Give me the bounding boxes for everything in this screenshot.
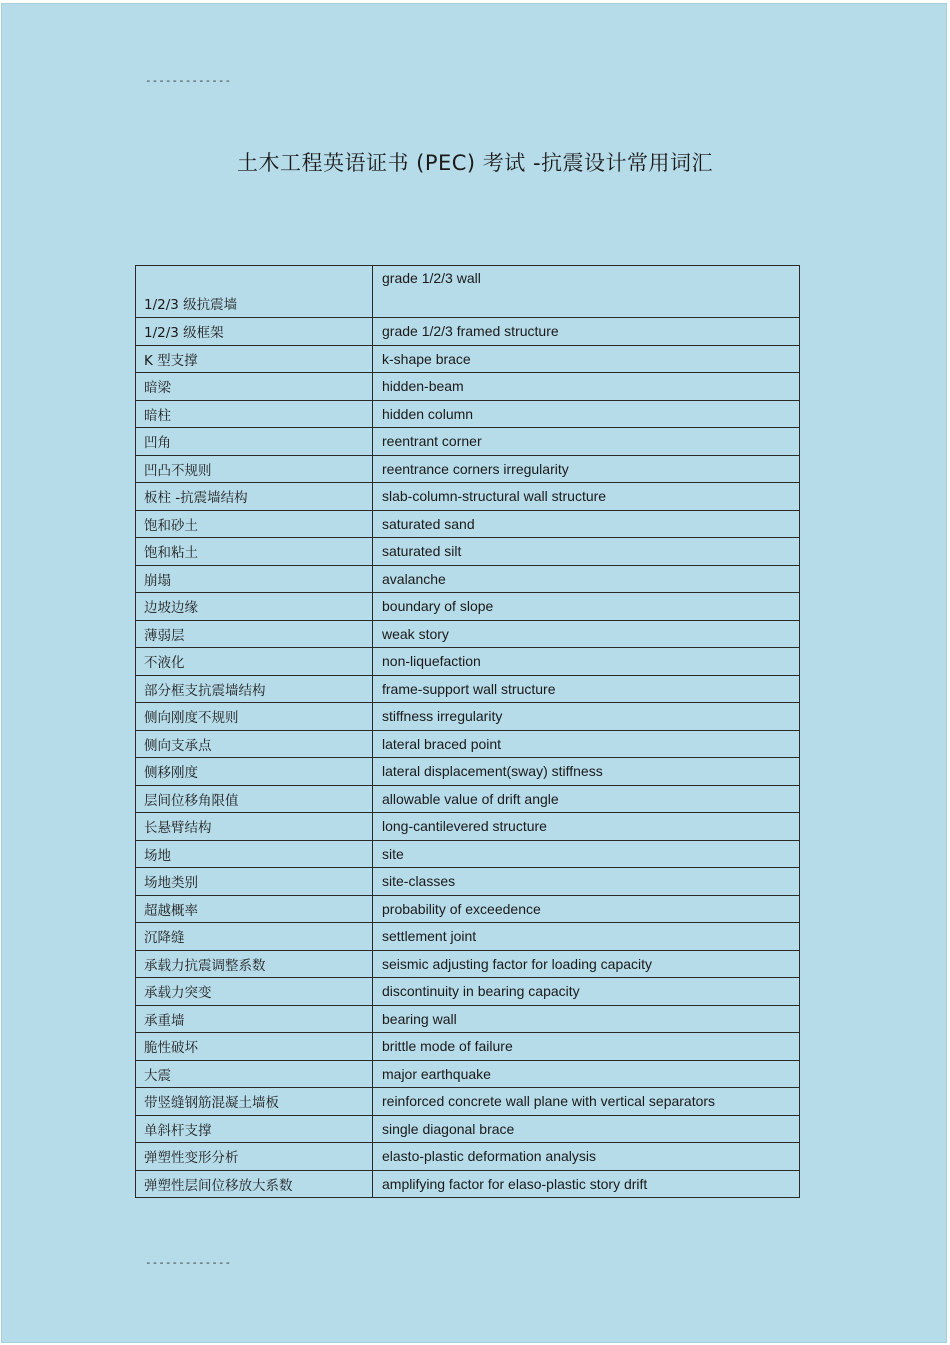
english-term-cell: site-classes [373, 868, 800, 896]
chinese-term-cell: 长悬臂结构 [136, 813, 373, 841]
chinese-term-cell: 弹塑性层间位移放大系数 [136, 1170, 373, 1198]
chinese-term-cell: 带竖缝钢筋混凝土墙板 [136, 1088, 373, 1116]
chinese-term-cell: 层间位移角限值 [136, 785, 373, 813]
chinese-term-cell: 场地类别 [136, 868, 373, 896]
table-row [136, 1060, 800, 1088]
english-term-cell: allowable value of drift angle [373, 785, 800, 813]
chinese-term-cell: 不液化 [136, 648, 373, 676]
english-term-cell: avalanche [373, 565, 800, 593]
english-term-cell: slab-column-structural wall structure [373, 483, 800, 511]
header-rule: ------------- [145, 74, 232, 87]
english-term-cell: saturated silt [373, 538, 800, 566]
table-row [136, 1115, 800, 1143]
english-term-cell: bearing wall [373, 1005, 800, 1033]
english-term-cell: discontinuity in bearing capacity [373, 978, 800, 1006]
english-term-cell: k-shape brace [373, 345, 800, 373]
chinese-term-cell: 弹塑性变形分析 [136, 1143, 373, 1171]
english-term-cell: frame-support wall structure [373, 675, 800, 703]
table-row [136, 895, 800, 923]
chinese-term-cell: 薄弱层 [136, 620, 373, 648]
table-row [136, 703, 800, 731]
table-row [136, 758, 800, 786]
table-row [136, 840, 800, 868]
chinese-term-cell: 承载力突变 [136, 978, 373, 1006]
table-row [136, 1170, 800, 1198]
page-title: 土木工程英语证书 (PEC) 考试 -抗震设计常用词汇 [236, 151, 714, 175]
chinese-term-cell: 沉降缝 [136, 923, 373, 951]
chinese-term-cell: 承载力抗震调整系数 [136, 950, 373, 978]
table-row [136, 345, 800, 373]
table-row [136, 675, 800, 703]
chinese-term-cell: 侧向支承点 [136, 730, 373, 758]
table-row [136, 538, 800, 566]
table-row [136, 813, 800, 841]
chinese-term-cell: 凹角 [136, 428, 373, 456]
chinese-term-cell: 超越概率 [136, 895, 373, 923]
vocabulary-table-body [136, 266, 800, 1198]
table-row [136, 455, 800, 483]
chinese-term-cell: 侧移刚度 [136, 758, 373, 786]
english-term-cell: probability of exceedence [373, 895, 800, 923]
english-term-cell: boundary of slope [373, 593, 800, 621]
table-row [136, 593, 800, 621]
english-term-cell: single diagonal brace [373, 1115, 800, 1143]
english-term-cell: saturated sand [373, 510, 800, 538]
table-row [136, 620, 800, 648]
chinese-term-cell: 边坡边缘 [136, 593, 373, 621]
vocabulary-table [135, 265, 800, 1198]
english-term-cell: reentrant corner [373, 428, 800, 456]
chinese-term-cell: 暗柱 [136, 400, 373, 428]
table-row [136, 510, 800, 538]
chinese-term-cell: 场地 [136, 840, 373, 868]
chinese-term-cell: 板柱 -抗震墙结构 [136, 483, 373, 511]
english-term-cell: non-liquefaction [373, 648, 800, 676]
table-row [136, 400, 800, 428]
chinese-term-cell: 暗梁 [136, 373, 373, 401]
chinese-term-cell: 脆性破坏 [136, 1033, 373, 1061]
chinese-term-cell: 崩塌 [136, 565, 373, 593]
english-term-cell: reentrance corners irregularity [373, 455, 800, 483]
table-row [136, 785, 800, 813]
chinese-term-cell: 部分框支抗震墙结构 [136, 675, 373, 703]
table-row [136, 266, 800, 318]
table-row [136, 1088, 800, 1116]
table-row [136, 1033, 800, 1061]
footer-rule: ------------- [145, 1256, 232, 1269]
english-term-cell: settlement joint [373, 923, 800, 951]
chinese-term-cell: 承重墙 [136, 1005, 373, 1033]
chinese-term-cell: 饱和砂土 [136, 510, 373, 538]
english-term-cell: stiffness irregularity [373, 703, 800, 731]
english-term-cell: lateral displacement(sway) stiffness [373, 758, 800, 786]
chinese-term-cell: 侧向刚度不规则 [136, 703, 373, 731]
english-term-cell: site [373, 840, 800, 868]
table-row [136, 1143, 800, 1171]
chinese-term-cell: 单斜杆支撑 [136, 1115, 373, 1143]
english-term-cell: elasto-plastic deformation analysis [373, 1143, 800, 1171]
table-row [136, 730, 800, 758]
chinese-term-cell: 1/2/3 级抗震墙 [136, 266, 373, 318]
table-row [136, 923, 800, 951]
english-term-cell: hidden-beam [373, 373, 800, 401]
chinese-term-cell: K 型支撑 [136, 345, 373, 373]
chinese-term-cell: 凹凸不规则 [136, 455, 373, 483]
english-term-cell: brittle mode of failure [373, 1033, 800, 1061]
english-term-cell: lateral braced point [373, 730, 800, 758]
table-row [136, 1005, 800, 1033]
table-row [136, 565, 800, 593]
table-row [136, 868, 800, 896]
chinese-term-cell: 1/2/3 级框架 [136, 318, 373, 346]
table-row [136, 483, 800, 511]
table-row [136, 978, 800, 1006]
english-term-cell: major earthquake [373, 1060, 800, 1088]
table-row [136, 318, 800, 346]
english-term-cell: hidden column [373, 400, 800, 428]
english-term-cell: grade 1/2/3 framed structure [373, 318, 800, 346]
english-term-cell: weak story [373, 620, 800, 648]
table-row [136, 648, 800, 676]
table-row [136, 373, 800, 401]
table-row [136, 428, 800, 456]
table-row [136, 950, 800, 978]
english-term-cell: seismic adjusting factor for loading capacity [373, 950, 800, 978]
chinese-term-cell: 大震 [136, 1060, 373, 1088]
english-term-cell: long-cantilevered structure [373, 813, 800, 841]
english-term-cell: grade 1/2/3 wall [373, 266, 800, 318]
english-term-cell: amplifying factor for elaso-plastic story drift [373, 1170, 800, 1198]
english-term-cell: reinforced concrete wall plane with vertical separators [373, 1088, 800, 1116]
chinese-term-cell: 饱和粘土 [136, 538, 373, 566]
